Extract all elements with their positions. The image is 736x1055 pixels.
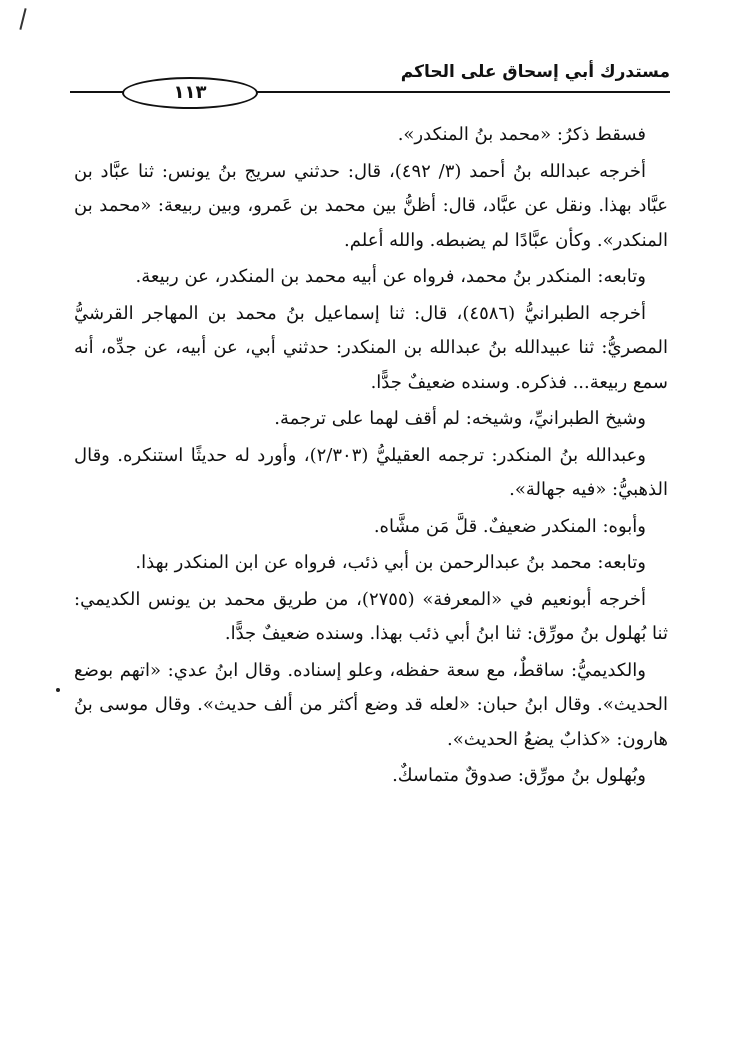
page-number-badge: ١١٣ [122, 77, 258, 109]
paragraph: وتابعه: المنكدر بنُ محمد، فرواه عن أبيه محمد بن المنكدر، عن ربيعة. [135, 266, 646, 287]
paragraph: وبُهلول بنُ مورِّق: صدوقٌ متماسكٌ. [392, 765, 646, 786]
corner-pen-mark [19, 8, 26, 30]
paragraph: وأبوه: المنكدر ضعيفٌ. قلَّ مَن مشَّاه. [373, 515, 646, 537]
page-header [70, 60, 670, 103]
paragraph: أخرجه عبدالله بنُ أحمد (٣/ ٤٩٢)، قال: حدثني سريج بنُ يونس: ثنا عبَّاد بن عبَّاد بهذا. ونقل عن عبَّاد، قال: أظنُّ بين محمد بن عَمرو، وبين ربيعة: «محمد بن المنكدر». وكأن عبَّادًا لم يضبطه. والله أعلم. [74, 160, 668, 251]
paragraph: أخرجه أبونعيم في «المعرفة» (٢٧٥٥)، من طريق محمد بن يونس الكديمي: ثنا بُهلول بنُ مورِّق: ثنا ابنُ أبي ذئب بهذا. وسنده ضعيفٌ جدًّا. [74, 588, 668, 644]
paragraph: والكديميُّ: ساقطٌ، مع سعة حفظه، وعلو إسناده. وقال ابنُ عدي: «اتهم بوضع الحديث». وقال ابنُ حبان: «لعله قد وضع أكثر من ألف حديث». وقال موسى بنُ هارون: «كذابٌ يضعُ الحديث». [74, 659, 668, 750]
paragraph: وشيخ الطبرانيِّ، وشيخه: لم أقف لهما على ترجمة. [274, 408, 646, 429]
paragraph: وعبدالله بنُ المنكدر: ترجمه العقيليُّ (٢/٣٠٣)، وأورد له حديثًا استنكره. وقال الذهبيُّ: «فيه جهالة». [74, 444, 668, 500]
paragraph: فسقط ذكرُ: «محمد بنُ المنكدر». [397, 124, 646, 145]
paragraph: أخرجه الطبرانيُّ (٤٥٨٦)، قال: ثنا إسماعيل بنُ محمد بن المهاجر القرشيُّ المصريُّ: ثنا عبيدالله بنُ عبدالله بن المنكدر: حدثني أبي، عن أبيه، عن جدِّه، أنه سمع ربيعة... فذكره. وسنده ضعيفٌ جدًّا. [74, 302, 668, 393]
page-body [74, 118, 668, 794]
paragraph: وتابعه: محمد بنُ عبدالرحمن بن أبي ذئب، فرواه عن ابن المنكدر بهذا. [135, 552, 646, 573]
stray-ink-dot [56, 688, 60, 692]
running-title: مستدرك أبي إسحاق على الحاكم [400, 62, 670, 82]
